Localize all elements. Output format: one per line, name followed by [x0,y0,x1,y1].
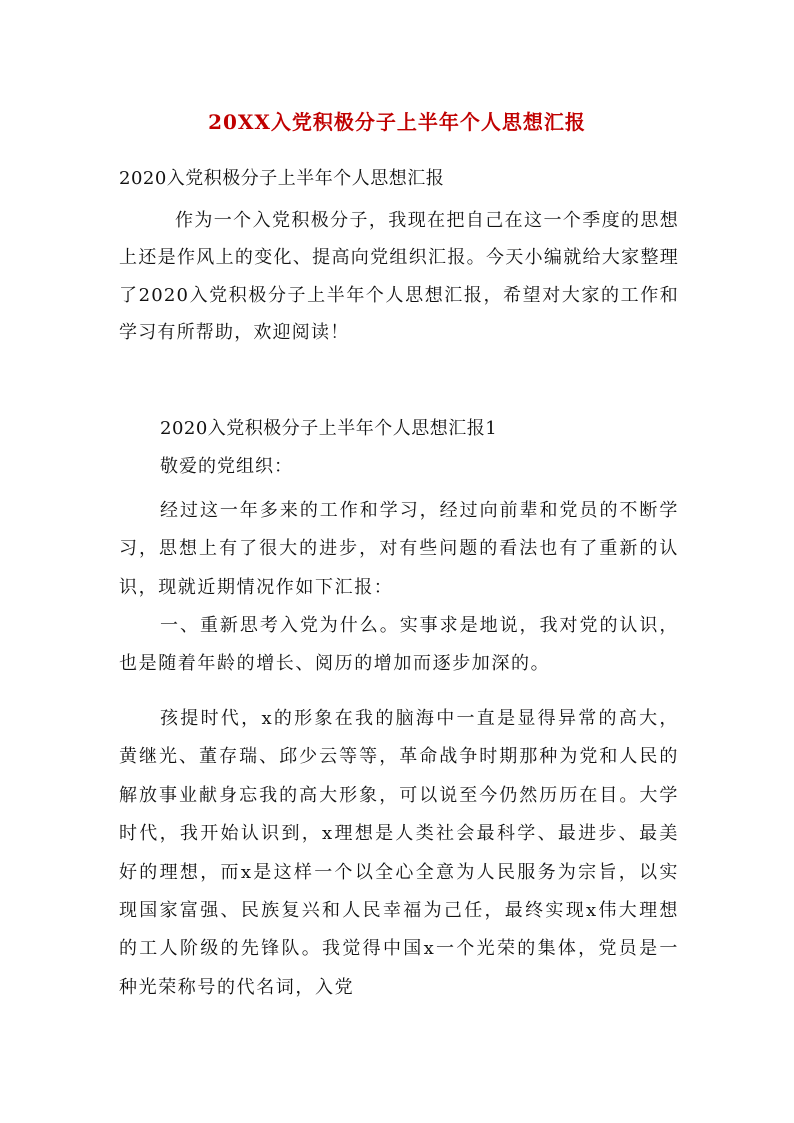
body-paragraph: 经过这一年多来的工作和学习，经过向前辈和党员的不断学习，思想上有了很大的进步，对有些问题的看法也有了重新的认识，现就近期情况作如下汇报： [119,500,679,598]
section-heading: 2020入党积极分子上半年个人思想汇报1 [160,418,498,439]
body-paragraph: 孩提时代，x的形象在我的脑海中一直是显得异常的高大，黄继光、董存瑞、邱少云等等，革命战争时期那种为党和人民的解放事业献身忘我的高大形象，可以说至今仍然历历在目。大学时代，我开始认识到，x理想是人类社会最科学、最进步、最美好的理想，而x是这样一个以全心全意为人民服务为宗旨，以实现国家富强、民族复兴和人民幸福为己任，最终实现x伟大理想的工人阶级的先锋队。我觉得中国x一个光荣的集体，党员是一种光荣称号的代名词，入党 [119,708,679,998]
body-paragraph: 一、重新思考入党为什么。实事求是地说，我对党的认识，也是随着年龄的增长、阅历的增加而逐步加深的。 [119,615,679,675]
salutation: 敬爱的党组织： [160,456,293,477]
document-subtitle: 2020入党积极分子上半年个人思想汇报 [119,168,445,189]
document-title: 20XX入党积极分子上半年个人思想汇报 [208,110,586,134]
intro-paragraph: 作为一个入党积极分子，我现在把自己在这一个季度的思想上还是作风上的变化、提高向党组织汇报。今天小编就给大家整理了2020入党积极分子上半年个人思想汇报，希望对大家的工作和学习有所帮助，欢迎阅读！ [119,210,679,343]
